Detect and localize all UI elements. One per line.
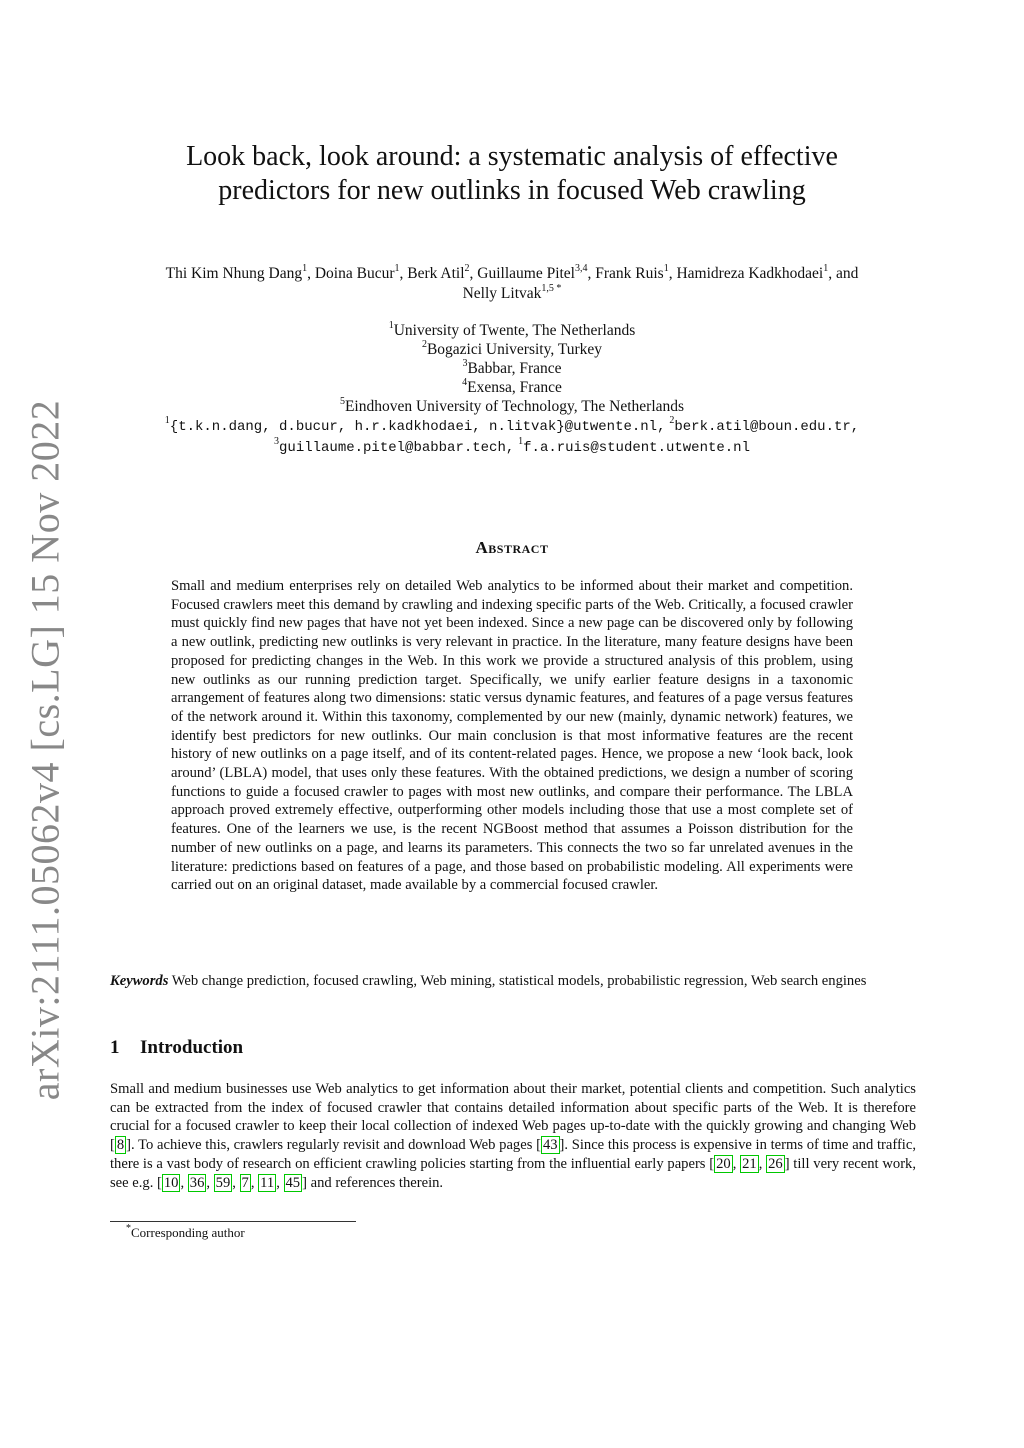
author-sup: 3,4 [575, 262, 588, 274]
author-sup: 1 [394, 262, 400, 274]
affiliation: $^2$Bogazici University, Turkey [421, 338, 603, 358]
affiliation: $^3$Babbar, France [462, 357, 562, 377]
email[interactable]: {t.k.n.dang, d.bucur, h.r.kadkhodaei, n.litvak}@utwente.nl, [169, 419, 666, 435]
abstract-body: Small and medium enterprises rely on detailed Web analytics to be informed about their market and competition. Focused crawlers meet this demand by crawling and indexing specific parts of the Web. Critically, a focused crawler must quickly find new pages that have not yet been indexed. Since a new page can be discovered only by following a new outlink, predicting new outlinks is very relevant in practice. In the literature, many feature designs have been proposed for predicting changes in the Web. In this work we provide a structured analysis of this problem, using new outlinks as our running prediction target. Specifically, we unify earlier feature designs in a taxonomic arrangement of features along two dimensions: static versus dynamic features, and features of a page versus features of the network around it. Within this taxonomy, complemented by our new (mainly, dynamic network) features, we identify best predictors for new outlinks. Our main conclusion is that most informative features are the recent history of new outlinks on a page itself, and of its content-related pages. Hence, we propose a new ‘look back, look around’ (LBLA) model, that uses only these features. With the obtained predictions, we design a number of scoring functions to guide a focused crawler to pages with most new outlinks, and compare their performance. The LBLA approach proved extremely effective, outperforming other models including those that use a most complete set of features. One of the learners we use, is the recent NGBoost method that assumes a Poisson distribution for the number of new outlinks on a page, and learns its parameters. This connects the two so far unrelated avenues in the literature: predictions based on features of a page, and those based on probabilistic modeling. All experiments were carried out on an original dataset, made available by a commercial focused crawler. [171, 578, 853, 894]
arxiv-stamp [15, 399, 75, 1101]
email[interactable]: f.a.ruis@student.utwente.nl [523, 440, 750, 456]
author: Frank Ruis [595, 265, 664, 282]
citation-link[interactable]: 45 [285, 1174, 301, 1191]
author: Doina Bucur [314, 265, 395, 282]
citation-link[interactable]: 10 [163, 1174, 179, 1191]
keywords-label: Keywords [110, 973, 169, 989]
author-sup: 2 [464, 262, 470, 274]
citation-link[interactable]: 8 [116, 1137, 125, 1154]
author: Thi Kim Nhung Dang [165, 265, 303, 282]
arxiv-stamp-text: arXiv:2111.05062v4 [cs.LG] 15 Nov 2022 [22, 399, 68, 1101]
citation-link[interactable]: 59 [215, 1174, 231, 1191]
author-sup: 1 [302, 262, 308, 274]
email-line: $^1${t.k.n.dang, d.bucur, h.r.kadkhodaei, n.litvak}@utwente.nl, $^2$berk.atil@boun.edu.tr, [164, 414, 860, 435]
email[interactable]: berk.atil@boun.edu.tr, [674, 419, 860, 435]
author-list: Thi Kim Nhung Dang$^1$, Doina Bucur$^1$, Berk Atil$^2$, Guillaume Pitel$^{3,4}$, Frank Ruis$^1$, Hamidreza Kadkhodaei$^1$, and Nelly Litvak$^{1,5 *}$ [165, 262, 859, 302]
citation-link[interactable]: 11 [260, 1174, 275, 1191]
footnote [126, 1222, 245, 1241]
author: Berk Atil [407, 265, 465, 282]
keywords-text: Web change prediction, focused crawling, Web mining, statistical models, probabilistic regression, Web search engines [171, 973, 867, 989]
email-line: $^3$guillaume.pitel@babbar.tech, $^1$f.a.ruis@student.utwente.nl [274, 435, 750, 456]
author-and: and [835, 265, 859, 282]
citation-link[interactable]: 20 [716, 1155, 731, 1172]
author-sup: 1 [823, 262, 829, 274]
affiliation: $^5$Eindhoven University of Technology, The Netherlands [339, 395, 685, 415]
paper-title [112, 140, 912, 208]
citation-link[interactable]: 43 [542, 1137, 558, 1154]
author: Hamidreza Kadkhodaei [676, 265, 824, 282]
citation-link[interactable]: 36 [189, 1174, 205, 1191]
author: Guillaume Pitel [477, 265, 575, 282]
section-number: 1 [110, 1037, 120, 1058]
author: Nelly Litvak [462, 285, 542, 302]
author-sup: 1 [663, 262, 669, 274]
email[interactable]: guillaume.pitel@babbar.tech, [279, 440, 515, 456]
author-sup: 1,5 * [541, 282, 562, 294]
footnote-rule [110, 1221, 356, 1222]
citation-link[interactable]: 26 [768, 1155, 783, 1172]
section-heading [110, 1037, 243, 1059]
intro-paragraph: Small and medium businesses use Web analytics to get information about their market, potential clients and competition. Such analytics can be extracted from the index of focused crawler that contains detailed information about specific parts of the Web. It is therefore crucial for a focused crawler to keep their local collection of indexed Web pages up-to-date with the quickly growing and changing Web [ 8 ]. To achieve this, crawlers regularly revisit and download Web pages [ 43 ]. Since this process is expensive in terms of time and traffic, there is a vast body of research on efficient crawling policies starting from the influential early papers [ 20 , 21 , 26 ] till very recent work, see e.g. [ 10 , 36 , 59 , 7 , 11 , 45 ] and references therein. [110, 1081, 916, 1191]
footnote-mark: * [126, 1222, 131, 1234]
citation-link[interactable]: 21 [742, 1155, 757, 1172]
keywords [110, 972, 916, 991]
section-title: Introduction [140, 1037, 244, 1058]
affiliation: $^1$University of Twente, The Netherlands [388, 319, 636, 339]
title-line-1: Look back, look around: a systematic analysis of effective [186, 141, 838, 172]
abstract-heading: Abstract [475, 538, 549, 557]
affiliation: $^4$Exensa, France [462, 376, 562, 396]
title-line-2: predictors for new outlinks in focused Web crawling [218, 175, 806, 206]
affiliations [112, 321, 912, 458]
citation-link[interactable]: 7 [241, 1174, 249, 1191]
footnote-text: Corresponding author [131, 1225, 245, 1240]
